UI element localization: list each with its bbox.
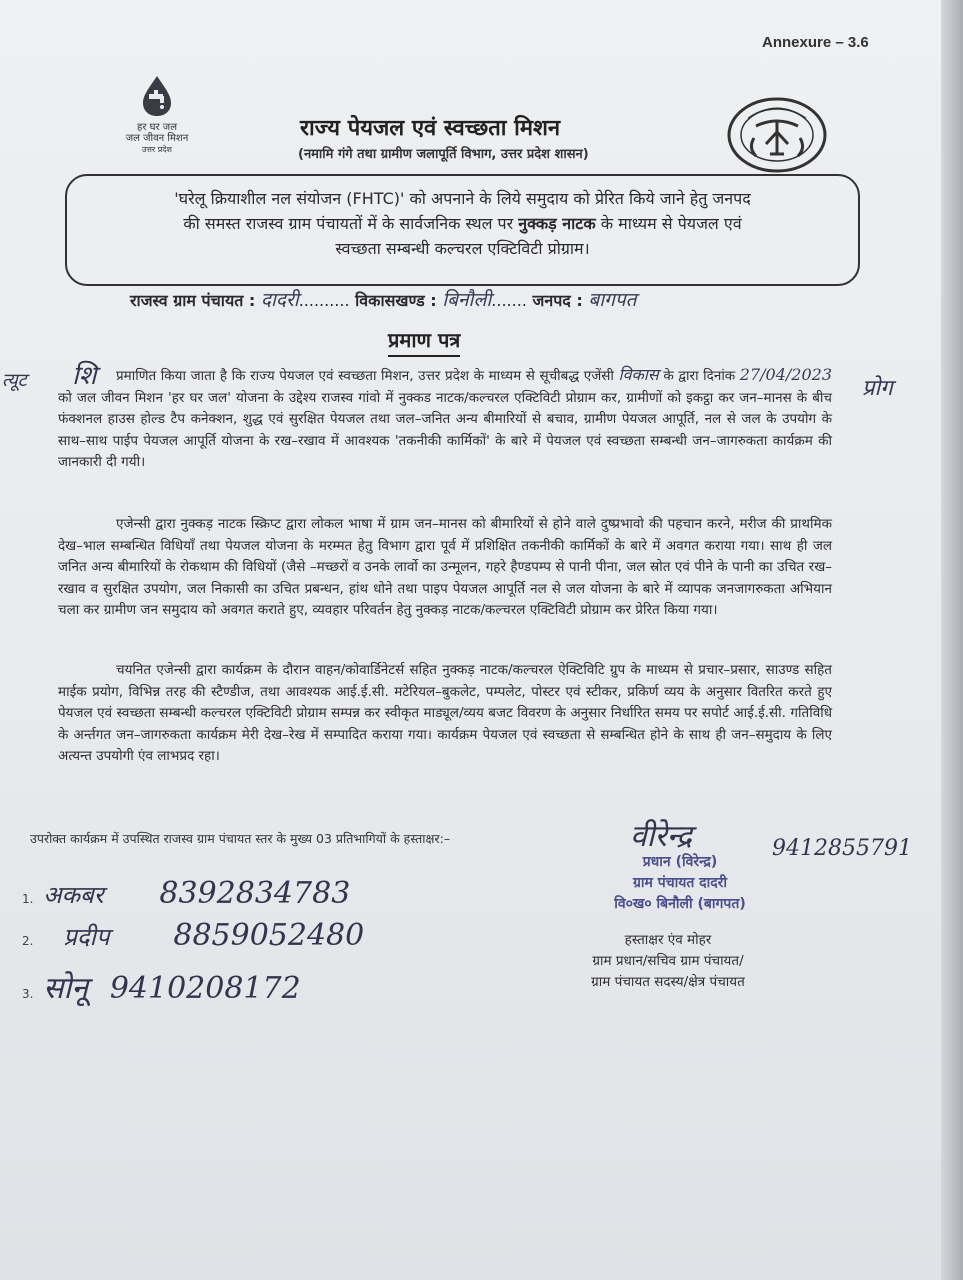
participant-name: अकबर — [43, 881, 104, 909]
stamp-line-2: ग्राम पंचायत दादरी — [632, 875, 728, 891]
uttar-pradesh-emblem-icon — [726, 96, 828, 178]
signature-caption-1: हस्ताक्षर एंव मोहर — [624, 932, 712, 948]
mission-subtitle: (नमामि गंगे तथा ग्रामीण जलापूर्ति विभाग, उत्तर प्रदेश शासन) — [298, 147, 589, 162]
block-value: बिनौली — [442, 289, 492, 311]
paragraph-2: एजेन्सी द्वारा नुक्कड़ नाटक स्क्रिप्ट द्वारा लोकल भाषा में ग्राम जन–मानस को बीमारियों से होने वाले दुष्प्रभावो की पहचान करने, मरीज की प्राथमिक देख–भाल सम्बन्धित विधियाँ तथा पेयजल योजना के मरम्मत हेतु विभाग द्वारा पूर्व में प्रशिक्षित तकनीकी कार्मिकों के बारे में अवगत कराया गया। साथ ही जल जनित अन्य बीमारियों के रोकथाम की विधियों (जैसे –मच्छरों व उनके लार्वो का उन्मूलन, गहरे हैण्डपम्प से पानी पीना, जल स्रोत एवं पीने के पानी का उचित रख–रखाव व सुरक्षित उपयोग, जल निकासी का उचित प्रबन्धन, हांथ धोने तथा पाइप पेयजल आपूर्ति नल से जल योजना के बारे में व्यापक जनजागरुकता अभियान चला कर ग्रामीण जन समुदाय को अवगत कराते हुए, व्यवहार परिवर्तन हेतु नुक्कड़ नाटक/कल्चरल एक्टिविटी प्रोग्राम कर प्रेरित किया गया। — [58, 516, 832, 618]
signature-block — [548, 930, 788, 993]
stamp-line-1: प्रधान (विरेन्द्र) — [642, 854, 718, 870]
participant-phone: 8392834783 — [159, 876, 351, 911]
box-line-3: स्वच्छता सम्बन्धी कल्चरल एक्टिविटी प्रोग्राम। — [335, 239, 590, 258]
participant-row: 3. सोनू 9410208172 — [22, 971, 301, 1006]
logo-line-1: हर घर जल — [137, 122, 177, 133]
handwritten-name-prefix: शि — [72, 361, 97, 391]
logo-line-2: जल जीवन मिशन — [125, 133, 189, 144]
signature-caption-3: ग्राम पंचायत सदस्य/क्षेत्र पंचायत — [591, 974, 745, 990]
box-line-2: की समस्त राजस्व ग्राम पंचायतों में के सार्वजनिक स्थल पर नुक्कड़ नाटक के माध्यम से पेयजल एवं — [183, 214, 742, 233]
participant-row: 1. अकबर 8392834783 — [22, 876, 351, 911]
location-fields: राजस्व ग्राम पंचायत : दादरी.......... विकासखण्ड : बिनौली....... जनपद : बागपत — [130, 289, 637, 311]
pradhan-stamp — [580, 852, 780, 915]
block-label: विकासखण्ड : — [355, 291, 437, 310]
margin-handwriting-left: त्यूट — [2, 370, 27, 391]
paragraph-1: प्रमाणित किया जाता है कि राज्य पेयजल एवं स्वच्छता मिशन, उत्तर प्रदेश के माध्यम से सूचीबद्ध एजेंसी विकास के द्वारा दिनांक 27/04/2023 को जल जीवन मिशन 'हर घर जल' योजना के उद्देश्य राजस्व गांवो में नुक्कड नाटक/कल्चरल एक्टिविटी प्रोग्राम कर, ग्रामीणों को इकट्ठा कर जन–मानस के बीच फंक्शनल हाउस होल्ड टैप कनेक्शन, शुद्ध एवं सुरक्षित पेयजल तथा जल–जनित अन्य बीमारियों से बचाव, ग्रामीण पेयजल आपूर्ति, नल से जल के उपयोग के साथ–साथ पाईप पेयजल आपूर्ति योजना के रख–रखाव में आवश्यक 'तकनीकी कार्मिकों' के बारे में पेयजल एवं स्वच्छता सम्बन्धी जन–जागरुकता कार्यक्रम की जानकारी दी गयी। — [58, 365, 832, 470]
program-date-handwritten: 27/04/2023 — [739, 365, 832, 384]
box-line-1: 'घरेलू क्रियाशील नल संयोजन (FHTC)' को अपनाने के लिये समुदाय को प्रेरित किये जाने हेतु जनपद — [174, 189, 751, 208]
water-tap-drop-icon — [135, 74, 179, 118]
pradhan-signature: वीरेन्द्र — [630, 819, 692, 854]
page-edge-shadow — [941, 0, 963, 1280]
district-value: बागपत — [588, 289, 637, 311]
participant-phone: 8859052480 — [173, 918, 365, 953]
participants-caption: उपरोक्त कार्यक्रम में उपस्थित राजस्व ग्राम पंचायत स्तर के मुख्य 03 प्रतिभागियों के हस्ताक्षर:– — [30, 831, 451, 846]
agency-name-handwritten: विकास — [618, 365, 659, 384]
program-title-box — [65, 174, 860, 286]
signature-caption-2: ग्राम प्रधान/सचिव ग्राम पंचायत/ — [592, 953, 744, 969]
logo-line-3: उत्तर प्रदेश — [142, 145, 172, 154]
pradhan-phone-handwritten: 9412855791 — [772, 836, 912, 861]
gram-panchayat-value: दादरी — [260, 289, 299, 311]
participant-row: 2. प्रदीप 8859052480 — [22, 918, 365, 953]
handwritten-name-suffix: प्रोग — [862, 376, 893, 401]
participant-phone: 9410208172 — [109, 971, 301, 1006]
stamp-line-3: वि०ख० बिनौली (बागपत) — [614, 896, 746, 912]
nukkad-natak-highlight: नुक्कड़ नाटक — [518, 214, 596, 233]
gram-panchayat-label: राजस्व ग्राम पंचायत : — [130, 291, 256, 310]
district-label: जनपद : — [532, 291, 583, 310]
mission-title: राज्य पेयजल एवं स्वच्छता मिशन — [300, 116, 561, 141]
annexure-label: Annexure – 3.6 — [762, 34, 869, 51]
har-ghar-jal-logo — [102, 74, 212, 155]
paragraph-3: चयनित एजेन्सी द्वारा कार्यक्रम के दौरान वाहन/कोवार्डिनेटर्स सहित नुक्कड़ नाटक/कल्चरल ऐक्टिविटि ग्रुप के माध्यम से प्रचार–प्रसार, साउण्ड सहित माईक प्रयोग, विभिन्न तरह की स्टैण्डीज, तथा आवश्यक आई.ई.सी. मटेरियल–बुकलेट, पम्पलेट, पोस्टर एवं स्टीकर, प्रकिर्ण व्यय के अनुसार वितरित करते हुए पेयजल एवं स्वच्छता सम्बन्धी कल्चरल एक्टिविटी प्रोग्राम सम्पन्न कर स्वीकृत माड्यूल/व्यय बजट विवरण के अनुसार निर्धारित समय पर सपोर्ट आई.ई.सी. गतिविधि के अर्न्तगत जन–जागरुकता कार्यक्रम मेरी देख–रेख में सम्पादित कराया गया। कार्यक्रम पेयजल एवं स्वच्छता से सम्बन्धित होने के साथ ही जन–समुदाय के लिए अत्यन्त उपयोगी एंव लाभप्रद रहा। — [58, 662, 832, 764]
participant-name: प्रदीप — [63, 923, 110, 951]
participant-name: सोनू — [43, 971, 88, 1006]
certificate-heading: प्रमाण पत्र — [388, 326, 460, 357]
